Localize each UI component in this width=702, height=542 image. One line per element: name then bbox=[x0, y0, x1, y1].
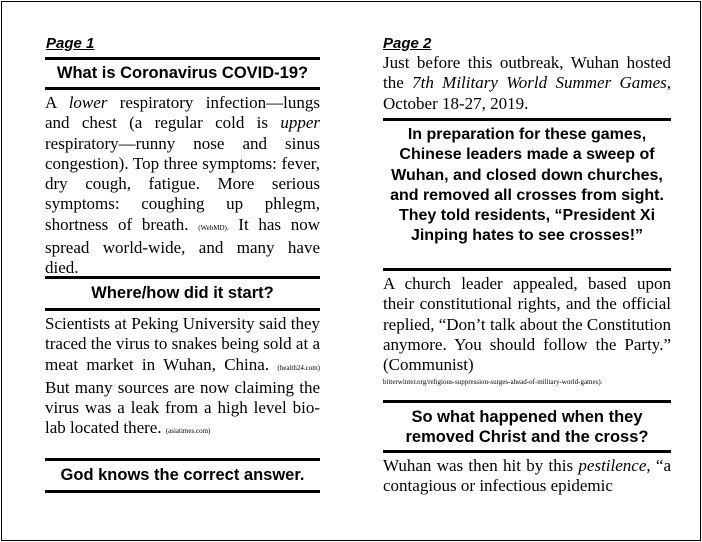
text: It has now spread world-wide, and many have died. bbox=[45, 214, 320, 278]
paragraph-military-games bbox=[383, 53, 671, 114]
text: Wuhan was then hit by this bbox=[383, 456, 579, 475]
rule bbox=[383, 118, 671, 121]
source-citation: (WebMD). bbox=[198, 223, 229, 232]
paragraph-what-is-covid bbox=[45, 93, 320, 279]
text: , October 18-27, 2019. bbox=[383, 73, 671, 113]
rule bbox=[45, 276, 320, 279]
paragraph-where-did-it-start bbox=[45, 314, 320, 442]
rule bbox=[383, 450, 671, 453]
text: But many sources are now claiming the virus was a leak from a high level bio-lab located there. bbox=[45, 377, 320, 438]
paragraph-pestilence bbox=[383, 456, 671, 497]
rule bbox=[383, 400, 671, 403]
rule bbox=[45, 458, 320, 461]
rule bbox=[45, 308, 320, 311]
source-citation: (asiatimes.com) bbox=[165, 427, 211, 436]
heading-what-happened: So what happened when they removed Christ and the cross? bbox=[405, 408, 649, 447]
heading-where-did-it-start: Where/how did it start? bbox=[91, 284, 274, 302]
heading-god-knows: God knows the correct answer. bbox=[60, 466, 305, 484]
emphasis-upper: upper bbox=[280, 113, 320, 133]
source-citation: (health24.com) bbox=[277, 363, 320, 372]
page-2-label: Page 2 bbox=[383, 35, 432, 52]
emphasis-pestilence: pestilence bbox=[578, 456, 647, 475]
text: A bbox=[45, 93, 69, 112]
emphasis-lower: lower bbox=[68, 93, 108, 112]
text: , “a contagious or infectious epidemic bbox=[383, 456, 672, 496]
rule bbox=[45, 87, 320, 90]
page-frame bbox=[1, 1, 701, 541]
source-url: bitterwinter.org/religious-suppression-surges-ahead-of-military-world-games). bbox=[383, 378, 603, 386]
text: Just before this outbreak, Wuhan hosted the bbox=[383, 53, 671, 93]
rule bbox=[45, 490, 320, 493]
text: Scientists at Peking University said they traced the virus to snakes being sold at a meat market in Wuhan, China. bbox=[45, 314, 320, 374]
callout-crosses-removed: In preparation for these games, Chinese leaders made a sweep of Wuhan, and closed down churches, and removed all crosses from sight. They told residents, “President Xi Jinping hates to see crosses!” bbox=[390, 126, 664, 245]
paragraph-church-leader: A church leader appealed, based upon their constitutional rights, and the official replied, “Don’t talk about the Constitution anymore. You should follow the Party.” (Communist) bbox=[383, 274, 671, 375]
page-1-label: Page 1 bbox=[46, 35, 95, 52]
text: respiratory—runny nose and sinus congestion). Top three symptoms: fever, dry cough, fatigue. More serious symptoms: coughing up phlegm, shortness of breath. bbox=[45, 133, 320, 234]
rule bbox=[383, 268, 671, 271]
text: respiratory infection—lungs and chest (a regular cold is bbox=[45, 93, 320, 133]
emphasis-games-title: 7th Military World Summer Games bbox=[412, 73, 667, 93]
rule bbox=[45, 57, 320, 60]
heading-what-is-covid: What is Coronavirus COVID-19? bbox=[56, 64, 309, 82]
